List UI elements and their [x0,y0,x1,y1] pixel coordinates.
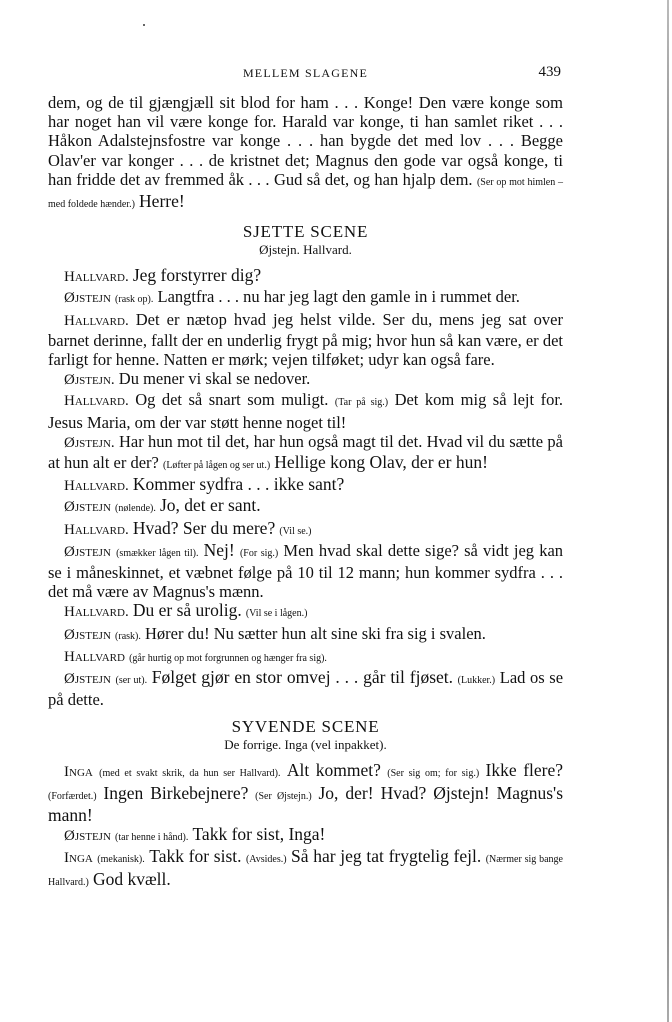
dialogue-line [48,266,563,287]
line-text: Jo, der! Hvad? Øjstejn! Magnus's mann! [48,782,564,825]
dialogue-line [48,519,563,541]
dialogue-line [48,369,563,390]
line-text: Så har jeg tat frygtelig fejl. [291,846,482,867]
dialogue-line [48,310,563,370]
speaker-name: Øjstejn [64,499,111,516]
speaker-name: Hallvard. [64,604,129,621]
dialogue-line [48,668,563,709]
stage-direction: (Ser Øjstejn.) [255,790,312,802]
dialogue-line [48,541,563,602]
stage-direction: (Ser op mot himlen – med foldede hænder.) [48,176,563,211]
line-text: Langtfra . . . nu har jeg lagt den gamle in i rummet der. [157,287,520,307]
stage-direction: (smækker lågen til). [116,547,199,559]
speaker-name: Hallvard. [64,478,129,495]
stage-direction: (Løfter på lågen og ser ut.) [162,460,271,472]
dialogue-line [48,646,563,668]
speaker-name: Øjstejn [64,543,111,560]
speaker-name: Øjstejn. [64,434,115,451]
line-text: Jeg forstyrrer dig? [132,265,262,286]
stage-direction: (Avsides.) [245,854,287,866]
speaker-name: Inga [64,850,93,867]
speaker-name: Hallvard. [64,393,129,410]
line-text: Alt kommet? [286,760,381,781]
line-text: Jo, det er sant. [159,495,261,516]
page-number: 439 [538,64,561,80]
line-text: Du mener vi skal se nedover. [118,369,311,389]
line-text: Har hun mot til det, har hun også magt til det. Hvad vil du sætte på at hun alt er der? [48,431,563,473]
dialogue-line [48,601,563,623]
page-body [48,93,563,892]
dialogue-line [48,390,563,431]
speaker-name: Hallvard [64,648,125,665]
stage-direction: (Vil se.) [279,525,312,537]
line-text: Lad os se på dette. [48,668,564,710]
line-text: Ingen Birkebejnere? [103,782,249,803]
speaker-name: Inga [64,764,93,781]
stage-direction: (tar henne i hånd). [115,832,189,844]
running-title: MELLEM SLAGENE [242,66,369,80]
page-edge-shadow [667,0,669,1022]
opening-text: dem, og de til gjængjæll sit blod for ham . . . Konge! Den være konge som har noget han vil være konge for. Harald var konge, ti han samlet riket . . . Håkon Adalstejnsfostre var konge . . . han bygde det med lov . . . Begge Olav'er var konger . . . de kristnet det; Magnus den gode var også konge, ti han fridde det av fremmed åk . . . Gud så det, og han hjalp dem. [48,93,563,189]
dialogue-line [48,825,563,847]
stage-direction: (Tar på sig.) [334,397,389,409]
stage-direction: (ser ut). [115,675,148,687]
speaker-name: Øjstejn [64,290,111,307]
stage-direction: (mekanisk). [97,854,145,866]
line-text: Og det så snart som muligt. [135,390,329,410]
opening-paragraph [48,93,563,214]
opening-exclamation: Herre! [139,191,185,212]
speaker-name: Øjstejn [64,671,111,688]
dialogue-line [48,432,563,475]
stage-direction: (Forfærdet.) [48,790,97,802]
dialogue-line [48,475,563,496]
speaker-name: Hallvard. [64,521,129,538]
dialogue-line [48,847,563,891]
scene-characters: De forrige. Inga (vel inpakket). [224,737,387,753]
scene-title: SJETTE SCENE [242,222,369,242]
page-header [48,64,563,84]
dialogue-line [48,496,563,518]
speaker-name: Øjstejn [64,626,111,643]
speaker-name: Øjstejn [64,828,111,845]
line-text: God kvæll. [92,868,171,889]
stage-direction: (For sig.) [239,547,279,559]
line-text: Det kom mig så lejt for. Jesus Maria, om der var støtt henne noget til! [48,390,564,432]
line-text: Ikke flere? [485,760,564,781]
speaker-name: Hallvard. [64,269,129,286]
line-text: Hellige kong Olav, der er hun! [274,452,488,473]
line-text: Takk for sist. [149,846,242,867]
stage-direction: (nølende). [115,503,156,515]
stage-direction: (rask). [115,630,141,642]
stage-direction: (rask op). [115,294,154,306]
stage-direction: (Lukker.) [457,675,496,687]
speck [143,24,145,26]
line-text: Nej! [203,539,235,560]
line-text: Du er så urolig. [132,600,242,621]
line-text: Takk for sist, Inga! [192,824,326,845]
speaker-name: Hallvard. [64,312,129,329]
line-text: Hvad? Ser du mere? [132,517,276,538]
line-text: Det er nætop hvad jeg helst vilde. Ser du, mens jeg sat over barnet derinne, fallt der en underlig frygt på mig; hvor hun så kan være, er det farligt for henne. Natten er mørk; vejen tilføket; udyr kan også fare. [48,309,564,370]
line-text: Følget gjør en stor omvej . . . går til fjøset. [151,667,454,688]
dialogue-line [48,287,563,309]
line-text: Hører du! Nu sætter hun alt sine ski fra sig i svalen. [144,623,486,643]
stage-direction: (Vil se i lågen.) [245,608,308,620]
line-text: Kommer sydfra . . . ikke sant? [132,474,345,495]
line-text: Men hvad skal dette sige? så vidt jeg kan se i måneskinnet, et væbnet følge på 10 til 12 mann; hun kommer sydfra . . . det må være av Magnus's mænn. [48,540,564,602]
speaker-name: Øjstejn. [64,372,115,389]
scene-characters: Øjstejn. Hallvard. [259,242,352,258]
stage-direction: (Ser sig om; for sig.) [387,768,480,780]
stage-direction: (Nærmer sig bange Hallvard.) [48,854,563,888]
dialogue-line [48,624,563,646]
dialogue-line [48,761,563,825]
scene-title: SYVENDE SCENE [231,717,380,737]
stage-direction: (med et svakt skrik, da hun ser Hallvard). [99,768,281,780]
stage-direction: (går hurtig op mot forgrunnen og hænger fra sig). [129,652,327,664]
